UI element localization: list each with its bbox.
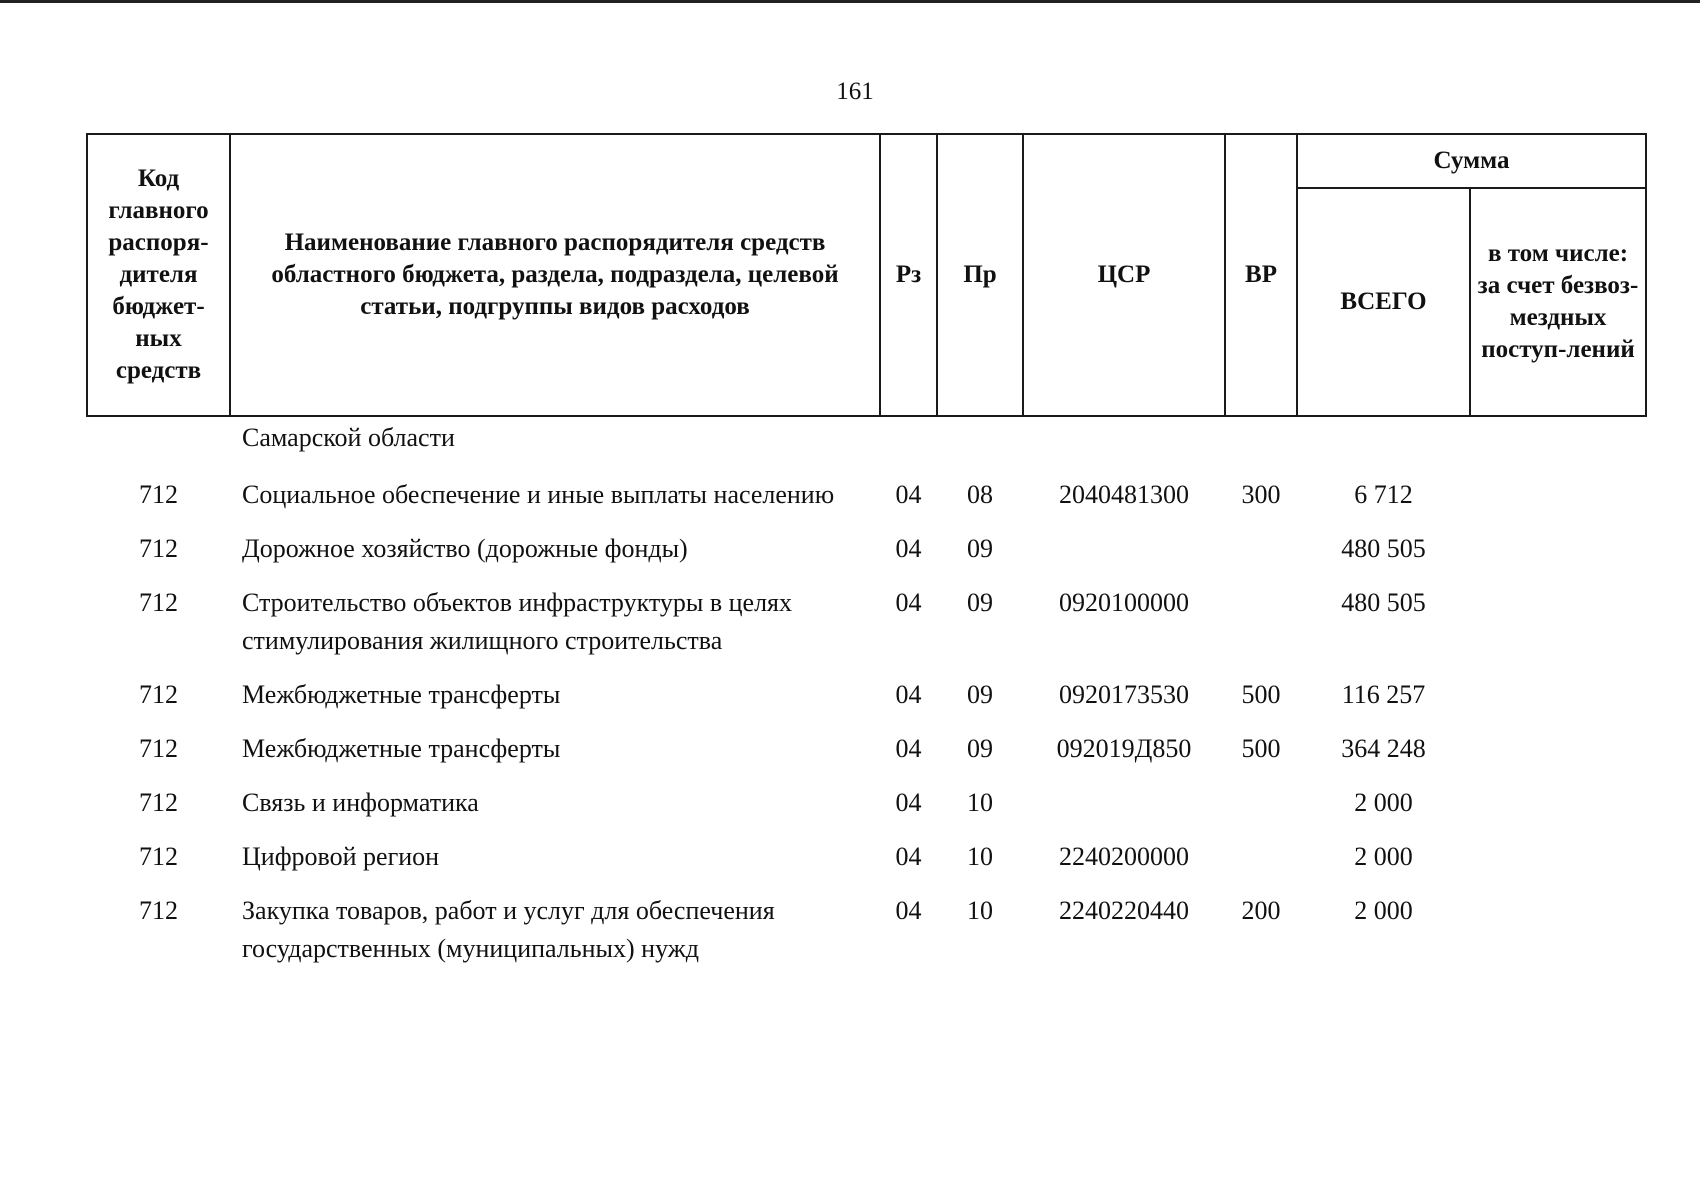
header-code: Код главного распоря-дителя бюджет-ных средств [87, 134, 230, 416]
cell-pr: 10 [967, 896, 993, 925]
cell-rz: 04 [895, 680, 922, 709]
table-row [87, 663, 1646, 717]
table-row [87, 825, 1646, 879]
cell-name: Закупка товаров, работ и услуг для обеспечения государственных (муниципальных) нужд [242, 896, 775, 963]
table-row [87, 717, 1646, 771]
header-csr: ЦСР [1023, 134, 1225, 416]
cell-vr [1225, 825, 1297, 879]
cell-total: 2 000 [1354, 896, 1413, 925]
cell-free-receipts [1470, 825, 1646, 879]
table-header [87, 134, 1646, 416]
cell-rz: 04 [895, 788, 922, 817]
cell-pr: 09 [967, 534, 993, 563]
cell-name: Межбюджетные трансферты [242, 680, 561, 709]
table-row [87, 571, 1646, 663]
cell-code: 712 [139, 480, 178, 509]
cell-csr [1023, 517, 1225, 571]
cell-pr: 09 [967, 734, 993, 763]
cell-total: 116 257 [1341, 680, 1426, 709]
cell-vr: 500 [1241, 680, 1281, 709]
cell-free-receipts [1470, 663, 1646, 717]
cell-pr: 10 [967, 842, 993, 871]
table-body [87, 416, 1646, 971]
cell-code: 712 [139, 896, 178, 925]
cell-csr: 0920100000 [1059, 588, 1189, 617]
header-free-receipts: в том числе: за счет безвоз-мездных поступ-лений [1470, 188, 1646, 416]
cell-vr: 300 [1241, 480, 1281, 509]
budget-table [86, 133, 1647, 971]
cell-vr [1225, 571, 1297, 663]
cell-total: 480 505 [1341, 534, 1426, 563]
cell-code: 712 [139, 534, 178, 563]
header-sum-group: Сумма [1297, 134, 1646, 188]
header-vr: ВР [1225, 134, 1297, 416]
cell-pr: 10 [967, 788, 993, 817]
cell-pr: 09 [967, 588, 993, 617]
table-row [87, 771, 1646, 825]
cell-rz: 04 [895, 588, 922, 617]
cell-vr: 200 [1241, 896, 1281, 925]
cell-csr [1023, 771, 1225, 825]
header-total: ВСЕГО [1297, 188, 1470, 416]
cell-csr: 2240200000 [1059, 842, 1189, 871]
cell-code: 712 [139, 680, 178, 709]
cell-rz: 04 [895, 734, 922, 763]
cell-vr [1225, 517, 1297, 571]
cell-free-receipts [1470, 463, 1646, 517]
cell-total: 2 000 [1354, 788, 1413, 817]
header-name: Наименование главного распорядителя средств областного бюджета, раздела, подраздела, целевой статьи, подгруппы видов расходов [230, 134, 880, 416]
cell-total: 480 505 [1341, 588, 1426, 617]
header-rz: Рз [880, 134, 937, 416]
cell-rz: 04 [895, 842, 922, 871]
cell-code: 712 [139, 734, 178, 763]
cell-rz: 04 [895, 480, 922, 509]
cell-free-receipts [1470, 717, 1646, 771]
continuation-text: Самарской области [242, 423, 455, 452]
cell-code: 712 [139, 588, 178, 617]
cell-pr: 09 [967, 680, 993, 709]
cell-name: Межбюджетные трансферты [242, 734, 561, 763]
cell-total: 2 000 [1354, 842, 1413, 871]
cell-vr: 500 [1241, 734, 1281, 763]
header-pr: Пр [937, 134, 1023, 416]
cell-csr: 092019Д850 [1056, 734, 1192, 763]
cell-vr [1225, 771, 1297, 825]
cell-free-receipts [1470, 879, 1646, 971]
cell-total: 6 712 [1354, 480, 1413, 509]
page-number: 161 [836, 78, 874, 105]
table-row [87, 517, 1646, 571]
table-row [87, 879, 1646, 971]
cell-name: Связь и информатика [242, 788, 479, 817]
cell-rz: 04 [895, 896, 922, 925]
cell-pr: 08 [967, 480, 993, 509]
cell-csr: 2040481300 [1059, 480, 1189, 509]
cell-code: 712 [139, 842, 178, 871]
cell-free-receipts [1470, 571, 1646, 663]
cell-free-receipts [1470, 517, 1646, 571]
cell-code: 712 [139, 788, 178, 817]
cell-name: Дорожное хозяйство (дорожные фонды) [242, 534, 688, 563]
budget-table-container [86, 133, 1647, 971]
cell-name: Социальное обеспечение и иные выплаты населению [242, 480, 835, 509]
table-row [87, 463, 1646, 517]
cell-rz: 04 [895, 534, 922, 563]
continuation-row [87, 416, 1646, 463]
cell-free-receipts [1470, 771, 1646, 825]
cell-name: Строительство объектов инфраструктуры в целях стимулирования жилищного строительства [242, 588, 793, 655]
cell-total: 364 248 [1341, 734, 1426, 763]
cell-name: Цифровой регион [242, 842, 440, 871]
cell-csr: 0920173530 [1059, 680, 1189, 709]
top-border-line [0, 0, 1700, 3]
cell-csr: 2240220440 [1059, 896, 1189, 925]
